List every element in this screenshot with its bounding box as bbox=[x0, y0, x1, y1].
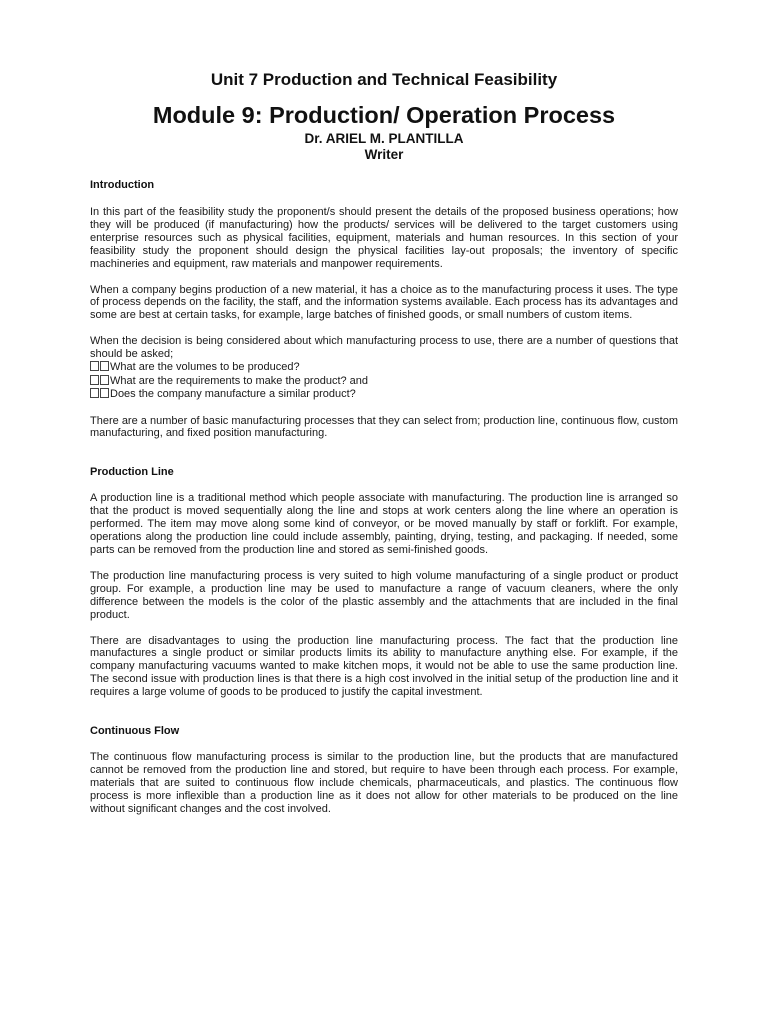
bullet-box-icon bbox=[90, 375, 99, 385]
author-name: Dr. ARIEL M. PLANTILLA bbox=[304, 131, 464, 146]
author-block bbox=[0, 131, 768, 163]
list-item-text: Does the company manufacture a similar product? bbox=[110, 388, 356, 401]
introduction-paragraph-2: When a company begins production of a new material, it has a choice as to the manufacturing process it uses. The type of process depends on the facility, the staff, and the information systems available. Each process has its advantages and some are best at certain tasks, for example, large batches of finished goods, or small numbers of custom items. bbox=[90, 283, 678, 322]
bullet-box-icon bbox=[100, 361, 109, 371]
question-list bbox=[90, 361, 678, 402]
bullet-box-icon bbox=[90, 361, 99, 371]
bullet-box-icon bbox=[100, 388, 109, 398]
bullet-box-icon bbox=[90, 388, 99, 398]
unit-title: Unit 7 Production and Technical Feasibility bbox=[210, 70, 558, 89]
list-item-text: What are the volumes to be produced? bbox=[110, 361, 300, 374]
production-line-paragraph-1: A production line is a traditional method which people associate with manufacturing. The production line is arranged so that the product is moved sequentially along the line and stops at work centers along the line where an operation is performed. The item may move along some kind of conveyor, or be moved manually by staff or forklift. For example, operations along the production line could include assembly, painting, drying, testing, and packaging. If needed, some parts can be removed from the production line and stored as semi-finished goods. bbox=[90, 492, 678, 556]
document-body bbox=[90, 179, 678, 816]
introduction-heading: Introduction bbox=[90, 179, 155, 191]
continuous-flow-heading: Continuous Flow bbox=[90, 725, 180, 738]
introduction-paragraph-1: In this part of the feasibility study the proponent/s should present the details of the proposed business operations; how they will be produced (if manufacturing) how the products/ services will be delivered to the target customers using enterprise resources such as physical facilities, equipment, materials and human resources. In this section of your feasibility study the proponent should design the physical facilities lay-out proposals; the inventory of specific machineries and equipment, raw materials and manpower requirements. bbox=[90, 206, 678, 270]
list-item bbox=[90, 388, 678, 402]
introduction-paragraph-4: There are a number of basic manufacturing processes that they can select from; production line, continuous flow, custom manufacturing, and fixed position manufacturing. bbox=[90, 414, 678, 440]
production-line-heading: Production Line bbox=[90, 466, 174, 479]
module-title: Module 9: Production/ Operation Process bbox=[152, 102, 616, 128]
list-item-text: What are the requirements to make the product? and bbox=[110, 374, 369, 387]
introduction-paragraph-3: When the decision is being considered about which manufacturing process to use, there are a number of questions that should be asked; bbox=[90, 335, 678, 361]
production-line-paragraph-3: There are disadvantages to using the production line manufacturing process. The fact that the production line manufactures a single product or similar products limits its ability to manufacture anything else. For example, if the company manufacturing vacuums wanted to make kitchen mops, it would not be able to use the same production line. The second issue with production lines is that there is a high cost involved in the initial setup of the production line and it requires a large volume of goods to be produced to justify the capital investment. bbox=[90, 634, 678, 699]
continuous-flow-paragraph-1: The continuous flow manufacturing process is similar to the production line, but the products that are manufactured cannot be removed from the production line and stored, but require to have been through each process. For example, materials that are suited to continuous flow include chemicals, pharmaceuticals, and plastics. The continuous flow process is more inflexible than a production line as it does not allow for other materials to be produced on the line without significant changes and the cost involved. bbox=[90, 751, 678, 815]
bullet-box-icon bbox=[100, 375, 109, 385]
author-role: Writer bbox=[364, 147, 404, 162]
list-item bbox=[90, 375, 678, 389]
production-line-paragraph-2: The production line manufacturing process is very suited to high volume manufacturing of a single product or product group. For example, a production line may be used to manufacture a range of vacuum cleaners, where the only difference between the models is the color of the plastic assembly and the attachments that are included in the final product. bbox=[90, 569, 678, 621]
list-item bbox=[90, 361, 678, 375]
